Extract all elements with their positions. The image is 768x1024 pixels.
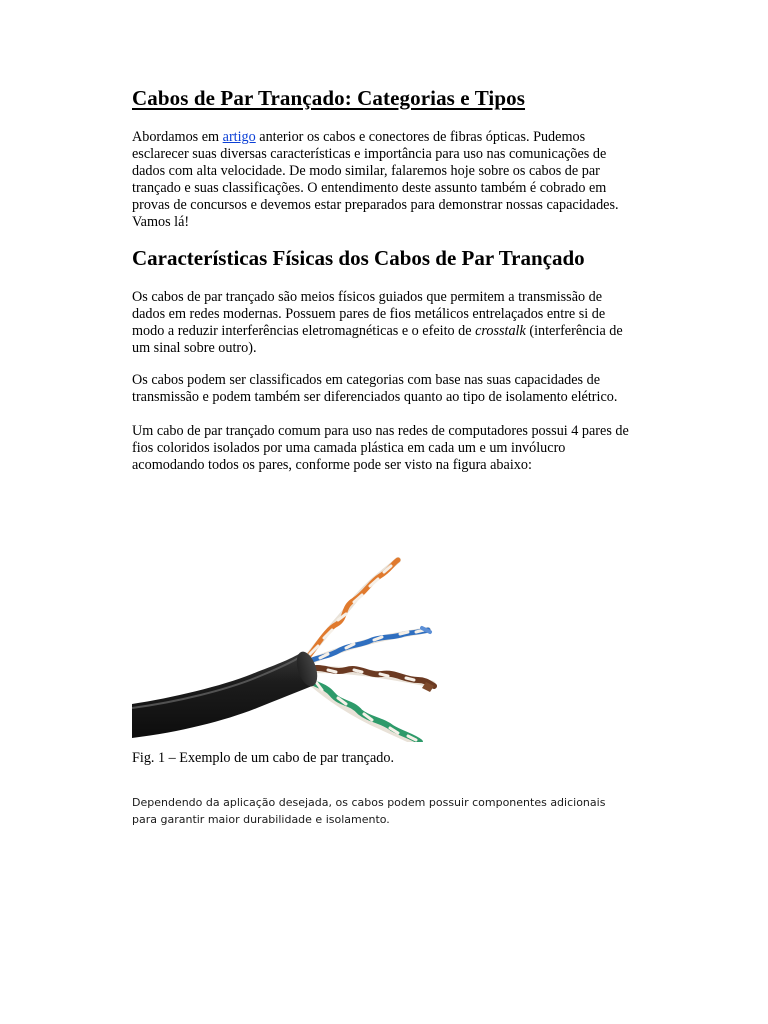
intro-paragraph xyxy=(132,129,632,231)
cable-jacket xyxy=(132,649,321,738)
figure-caption: Fig. 1 – Exemplo de um cabo de par trançado. xyxy=(132,750,394,766)
green-pair xyxy=(302,674,420,742)
article-link[interactable]: artigo xyxy=(222,129,256,145)
twisted-pair-cable-image xyxy=(132,552,437,742)
document-title: Cabos de Par Trançado: Categorias e Tipos xyxy=(132,86,526,110)
intro-text-start: Abordamos em xyxy=(132,129,223,145)
additional-note: Dependendo da aplicação desejada, os cabos podem possuir componentes adicionais para garantir maior durabilidade e isolamento. xyxy=(132,796,606,826)
intro-text-end: anterior os cabos e conectores de fibras ópticas. Pudemos esclarecer suas diversas características e importância para uso nas comunicações de dados com alta velocidade. De modo similar, falaremos hoje sobre os cabos de par trançado e suas classificações. O entendimento deste assunto também é cobrado em provas de concursos e devemos estar preparados para demonstrar nossas capacidades. Vamos lá! xyxy=(132,129,619,230)
crosstalk-term: crosstalk xyxy=(475,323,526,339)
paragraph-definition xyxy=(132,289,632,357)
definition-text-start: Os cabos de par trançado são meios físicos guiados que permitem a transmissão de dados em redes modernas. Possuem pares de fios metálicos entrelaçados entre si de modo a reduzir interferências eletromagnéticas e o efeito de xyxy=(132,289,606,339)
section-heading: Características Físicas dos Cabos de Par Trançado xyxy=(132,246,585,270)
definition-text-end: (interferência de um sinal sobre outro). xyxy=(132,323,623,356)
paragraph-categories: Os cabos podem ser classificados em categorias com base nas suas capacidades de transmissão e podem também ser diferenciados quanto ao tipo de isolamento elétrico. xyxy=(132,372,618,405)
paragraph-structure: Um cabo de par trançado comum para uso nas redes de computadores possui 4 pares de fios coloridos isolados por uma camada plástica em cada um e um invólucro acomodando todos os pares, conforme pode ser visto na figura abaixo: xyxy=(132,423,629,473)
